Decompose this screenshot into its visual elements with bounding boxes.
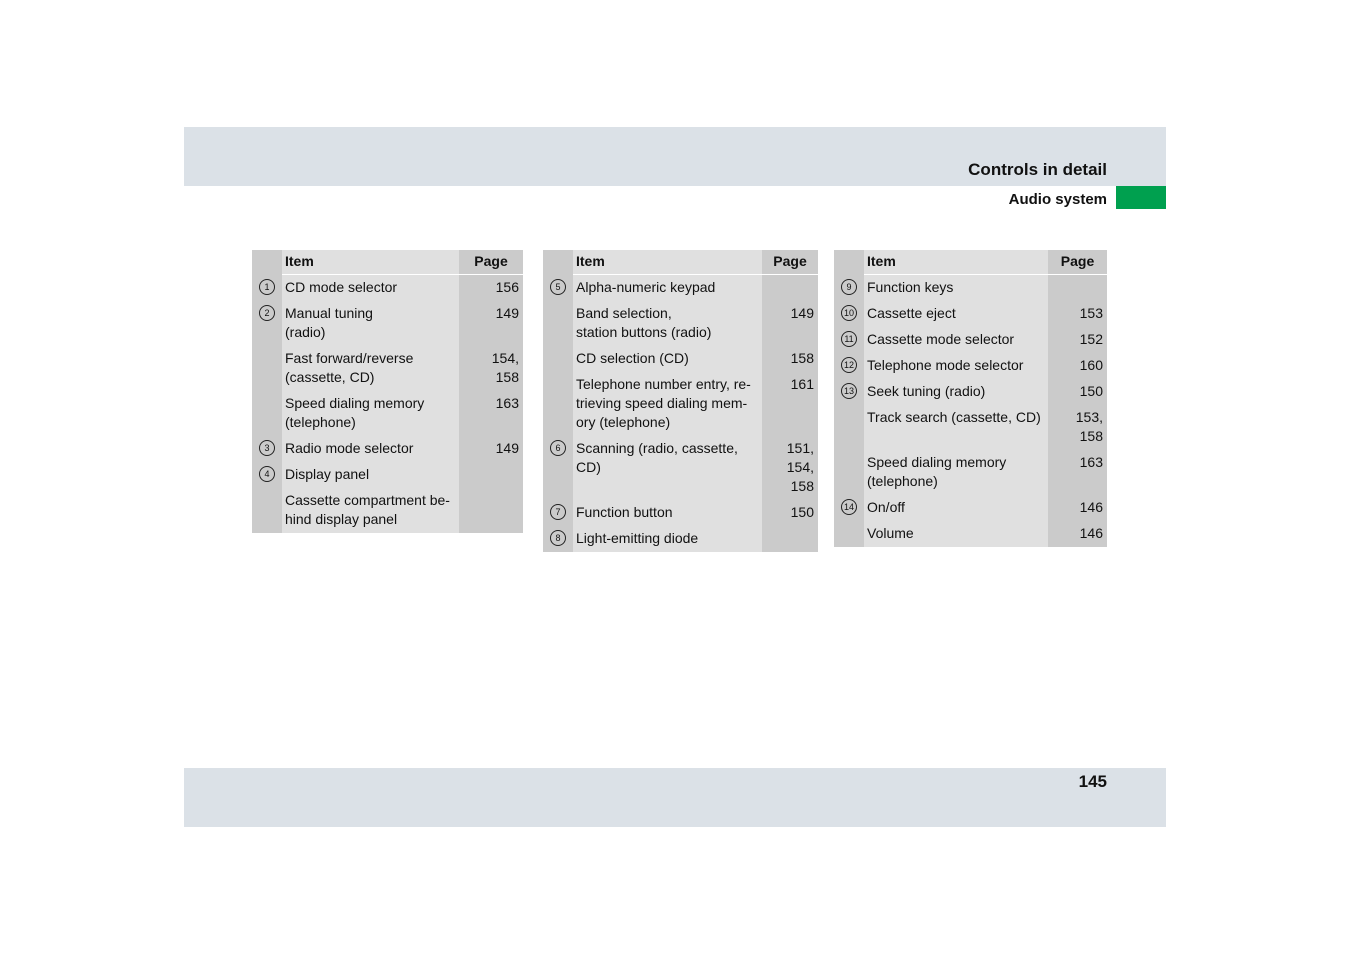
- item-number-cell: [834, 353, 864, 379]
- items-table-1: [252, 250, 523, 533]
- item-number-cell: [252, 275, 282, 301]
- item-number-circle: 13: [841, 383, 857, 399]
- item-description: Radio mode selector: [282, 436, 459, 462]
- page-reference: 149: [762, 301, 818, 346]
- table-header-row: [543, 250, 818, 275]
- item-number-cell: [834, 405, 864, 450]
- item-number-cell: [834, 450, 864, 495]
- table-row: [834, 405, 1107, 450]
- item-description: Alpha-numeric keypad: [573, 275, 762, 301]
- item-number-circle: 5: [550, 279, 566, 295]
- item-description: Telephone mode selector: [864, 353, 1048, 379]
- item-number-cell: [543, 275, 573, 301]
- item-description: Cassette eject: [864, 301, 1048, 327]
- table-row: [834, 379, 1107, 405]
- item-description: Volume: [864, 521, 1048, 547]
- item-description: CD mode selector: [282, 275, 459, 301]
- table-row: [834, 275, 1107, 301]
- item-number-circle: 10: [841, 305, 857, 321]
- page-reference: 150: [762, 500, 818, 526]
- item-description: Display panel: [282, 462, 459, 488]
- item-description: Track search (cassette, CD): [864, 405, 1048, 450]
- item-number-cell: [834, 327, 864, 353]
- item-description: Function button: [573, 500, 762, 526]
- table-header-row: [252, 250, 523, 275]
- table-row: [834, 301, 1107, 327]
- item-number-cell: [834, 301, 864, 327]
- table-row: [543, 301, 818, 346]
- table-row: [834, 521, 1107, 547]
- number-column-header: [252, 250, 282, 275]
- page-reference: 153: [1048, 301, 1107, 327]
- item-number-circle: 12: [841, 357, 857, 373]
- item-number-circle: 14: [841, 499, 857, 515]
- item-description: Manual tuning (radio): [282, 301, 459, 346]
- page-reference: 146: [1048, 495, 1107, 521]
- item-number-cell: [543, 301, 573, 346]
- table-row: [252, 391, 523, 436]
- table-row: [252, 346, 523, 391]
- section-title: Controls in detail: [968, 160, 1107, 179]
- item-number-circle: 9: [841, 279, 857, 295]
- page-reference: 161: [762, 372, 818, 436]
- table-row: [834, 450, 1107, 495]
- item-number-cell: [543, 526, 573, 552]
- footer-band: [184, 768, 1166, 827]
- item-description: CD selection (CD): [573, 346, 762, 372]
- item-number-circle: 7: [550, 504, 566, 520]
- item-column-header: Item: [282, 250, 459, 275]
- page-reference: 150: [1048, 379, 1107, 405]
- item-number-cell: [252, 462, 282, 488]
- item-number-cell: [543, 500, 573, 526]
- table-row: [543, 436, 818, 500]
- item-description: Function keys: [864, 275, 1048, 301]
- table-header-row: [834, 250, 1107, 275]
- item-number-circle: 3: [259, 440, 275, 456]
- page-reference: [762, 526, 818, 552]
- table-row: [834, 327, 1107, 353]
- page-reference: [459, 462, 523, 488]
- item-number-cell: [252, 436, 282, 462]
- item-number-cell: [543, 436, 573, 500]
- table-row: [834, 495, 1107, 521]
- page-number: 145: [1078, 772, 1107, 791]
- number-column-header: [834, 250, 864, 275]
- item-number-cell: [834, 275, 864, 301]
- table-row: [252, 275, 523, 301]
- page-reference: 160: [1048, 353, 1107, 379]
- item-description: Speed dialing memory (telephone): [864, 450, 1048, 495]
- item-number-circle: 2: [259, 305, 275, 321]
- table-row: [252, 462, 523, 488]
- page-column-header: Page: [459, 250, 523, 275]
- items-table-3: [834, 250, 1107, 547]
- table-row: [252, 488, 523, 533]
- item-number-circle: 4: [259, 466, 275, 482]
- items-table-2: [543, 250, 818, 552]
- item-description: Cassette compartment be- hind display panel: [282, 488, 459, 533]
- item-number-cell: [252, 301, 282, 346]
- item-description: Speed dialing memory (telephone): [282, 391, 459, 436]
- item-number-cell: [252, 488, 282, 533]
- page-reference: 158: [762, 346, 818, 372]
- table-row: [543, 275, 818, 301]
- item-number-cell: [834, 379, 864, 405]
- page-reference: 152: [1048, 327, 1107, 353]
- page-reference: 149: [459, 436, 523, 462]
- page-reference: 151, 154, 158: [762, 436, 818, 500]
- page-reference: [762, 275, 818, 301]
- page-reference: 163: [1048, 450, 1107, 495]
- table-row: [543, 500, 818, 526]
- item-description: Fast forward/reverse (cassette, CD): [282, 346, 459, 391]
- page-reference: 146: [1048, 521, 1107, 547]
- item-column-header: Item: [864, 250, 1048, 275]
- page-column-header: Page: [1048, 250, 1107, 275]
- item-column-header: Item: [573, 250, 762, 275]
- item-number-circle: 11: [841, 331, 857, 347]
- table-row: [543, 526, 818, 552]
- table-row: [252, 301, 523, 346]
- page-reference: 154, 158: [459, 346, 523, 391]
- item-number-cell: [252, 391, 282, 436]
- item-description: On/off: [864, 495, 1048, 521]
- table-row: [834, 353, 1107, 379]
- item-number-circle: 1: [259, 279, 275, 295]
- page-reference: 156: [459, 275, 523, 301]
- page-reference: 149: [459, 301, 523, 346]
- item-number-circle: 6: [550, 440, 566, 456]
- number-column-header: [543, 250, 573, 275]
- item-number-cell: [834, 495, 864, 521]
- item-number-cell: [543, 372, 573, 436]
- table-row: [543, 372, 818, 436]
- item-number-cell: [543, 346, 573, 372]
- item-number-cell: [252, 346, 282, 391]
- page-reference: [1048, 275, 1107, 301]
- item-description: Telephone number entry, re- trieving speed dialing mem- ory (telephone): [573, 372, 762, 436]
- subsection-title: Audio system: [1008, 191, 1107, 208]
- page-reference: 153, 158: [1048, 405, 1107, 450]
- table-row: [543, 346, 818, 372]
- item-description: Cassette mode selector: [864, 327, 1048, 353]
- item-description: Scanning (radio, cassette, CD): [573, 436, 762, 500]
- page-reference: [459, 488, 523, 533]
- item-description: Band selection, station buttons (radio): [573, 301, 762, 346]
- item-number-circle: 8: [550, 530, 566, 546]
- item-description: Light-emitting diode: [573, 526, 762, 552]
- page-reference: 163: [459, 391, 523, 436]
- page-column-header: Page: [762, 250, 818, 275]
- item-description: Seek tuning (radio): [864, 379, 1048, 405]
- item-number-cell: [834, 521, 864, 547]
- section-tab-marker: [1116, 186, 1166, 209]
- table-row: [252, 436, 523, 462]
